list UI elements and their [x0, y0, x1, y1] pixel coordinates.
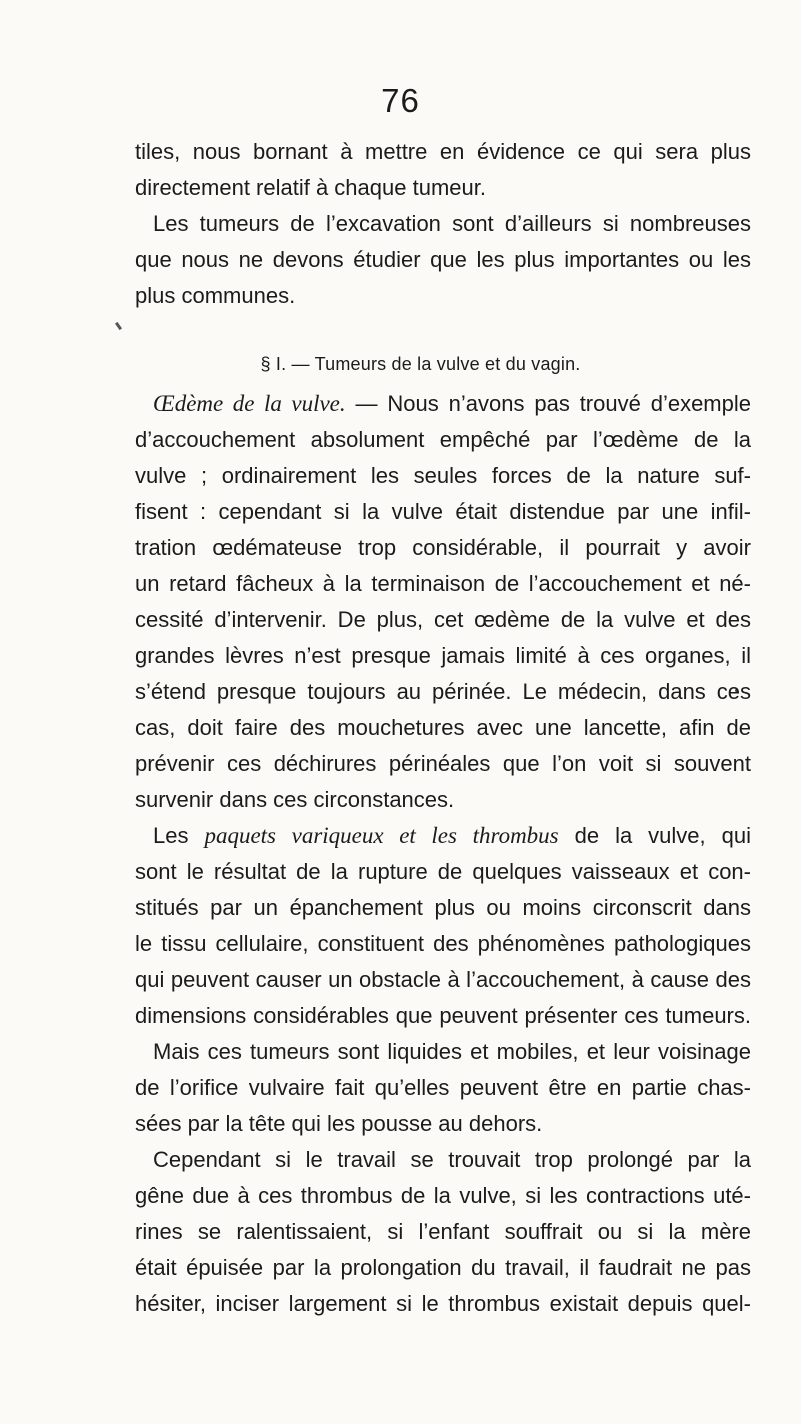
oedeme-paragraph	[135, 386, 751, 1322]
text-line: cessité d’intervenir. De plus, cet œdème de la vulve et des	[135, 607, 751, 632]
text-line: était épuisée par la prolongation du travail, il faudrait ne pas	[135, 1255, 751, 1280]
text-line: survenir dans ces circonstances.	[135, 787, 455, 812]
text-line: Les paquets variqueux et les thrombus de la vulve, qui	[153, 823, 751, 848]
text-line: grandes lèvres n’est presque jamais limité à ces organes, il	[135, 643, 751, 668]
section-heading: § I. — Tumeurs de la vulve et du vagin.	[260, 354, 581, 374]
text-line: plus communes.	[135, 283, 296, 308]
text-line: Œdème de la vulve. — Nous n’avons pas trouvé d’exemple	[153, 391, 751, 416]
print-mark	[115, 322, 122, 330]
text-line: que nous ne devons étudier que les plus importantes ou les	[135, 247, 751, 272]
text-line: tration œdémateuse trop considérable, il pourrait y avoir	[135, 535, 751, 560]
text-line: un retard fâcheux à la terminaison de l’accouchement et né-	[135, 571, 751, 596]
text-line: de l’orifice vulvaire fait qu’elles peuvent être en partie chas-	[135, 1075, 751, 1100]
text-line: le tissu cellulaire, constituent des phénomènes pathologiques	[135, 931, 751, 956]
text-line: dimensions considérables que peuvent présenter ces tumeurs.	[135, 1003, 751, 1028]
text-line: qui peuvent causer un obstacle à l’accouchement, à cause des	[135, 967, 751, 992]
text-line: rines se ralentissaient, si l’enfant souffrait ou si la mère	[135, 1219, 751, 1244]
text-line: prévenir ces déchirures périnéales que l’on voit si souvent	[135, 751, 751, 776]
page-number: 76	[381, 82, 420, 119]
paquets-title: paquets variqueux et les thrombus	[204, 823, 559, 848]
text-line: Mais ces tumeurs sont liquides et mobiles, et leur voisinage	[153, 1039, 751, 1064]
text-line: tiles, nous bornant à mettre en évidence ce qui sera plus	[135, 139, 751, 164]
text-line: sées par la tête qui les pousse au dehors.	[135, 1111, 543, 1136]
text-line: fisent : cependant si la vulve était distendue par une infil-	[135, 499, 751, 524]
text-line: d’accouchement absolument empêché par l’œdème de la	[135, 427, 751, 452]
text-line: gêne due à ces thrombus de la vulve, si les contractions uté-	[135, 1183, 751, 1208]
text-line: directement relatif à chaque tumeur.	[135, 175, 486, 200]
text-line: stitués par un épanchement plus ou moins circonscrit dans	[135, 895, 751, 920]
text-line: cas, doit faire des mouchetures avec une lancette, afin de	[135, 715, 751, 740]
text-line: sont le résultat de la rupture de quelques vaisseaux et con-	[135, 859, 751, 884]
text-line: vulve ; ordinairement les seules forces de la nature suf-	[135, 463, 751, 488]
intro-paragraph	[135, 134, 751, 314]
oedeme-title: Œdème de la vulve.	[153, 391, 346, 416]
text-line: Les tumeurs de l’excavation sont d’ailleurs si nombreuses	[153, 211, 751, 236]
text-line: hésiter, inciser largement si le thrombus existait depuis quel-	[135, 1291, 751, 1316]
text-line: Cependant si le travail se trouvait trop prolongé par la	[153, 1147, 751, 1172]
text-line: s’étend presque toujours au périnée. Le médecin, dans ces	[135, 679, 751, 704]
